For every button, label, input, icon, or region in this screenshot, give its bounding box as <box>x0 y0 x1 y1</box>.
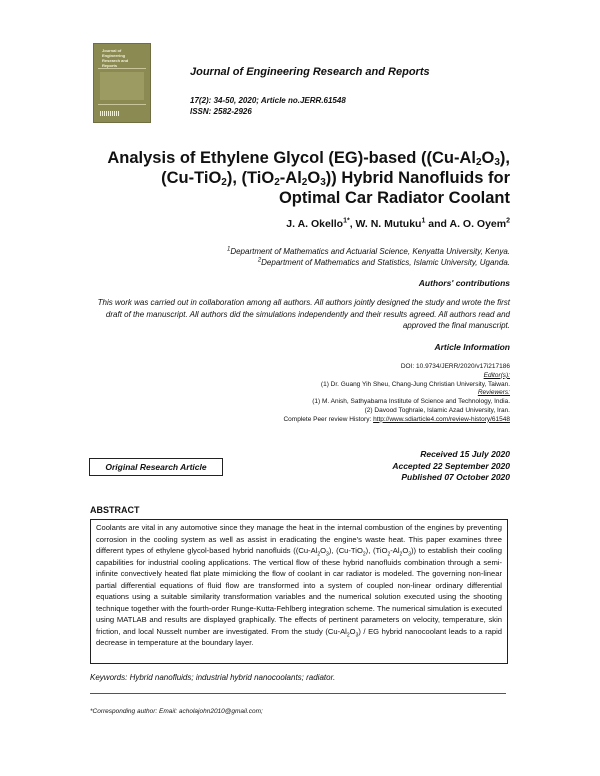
reviewer-1: (1) M. Anish, Sathyabama Institute of Science and Technology, India. <box>312 398 510 406</box>
date-accepted: Accepted 22 September 2020 <box>392 460 510 471</box>
journal-cover-thumbnail <box>93 43 151 123</box>
doi: DOI: 10.9734/JERR/2020/v17i217186 <box>400 363 510 370</box>
reviewers-label: Reviewers: <box>477 389 510 397</box>
footnote-divider <box>90 693 506 694</box>
author-list: J. A. Okello$^{1*}$, W. N. Mutuku$^1$ and A. O. Oyem$^2$ <box>286 217 510 230</box>
date-received: Received 15 July 2020 <box>420 449 510 459</box>
article-info-heading: Article Information <box>434 342 510 352</box>
paper-title <box>70 148 510 208</box>
issn: ISSN: 2582-2926 <box>190 107 252 116</box>
cover-rule <box>98 68 146 69</box>
abstract-text: Coolants are vital in any automotive since they manage the heat in the internal combustion of the engines by preventing corrosion in the cooling system as well as assist in eradicating the engine's waste heat. This paper examines three different types of ethylene glycol-based hybrid nanofluids ($(Cu-Al_2O_3)$, (Cu-TiO$_2$), $(TiO_2-Al_2O_3)$) to establish their cooling capabilities for industrial cooling applications. The vertical flow of these hybrid nanofluids combination through a semi-infinite convectively heated flat plate mimicking the flow of coolant in car radiator is modeled. The governing non-linear partial differential equations of fluid flow are transformed into a system of coupled non-linear ordinary differential equations using a suitable similarity transformation variables and the numerical solution executed using the shooting technique together with the fourth-order Runge-Kutta-Fehlberg integration scheme. The numerical simulation is executed using MATLAB and results are displayed graphically. The effects of pertinent parameters on velocity, temperature, skin friction, and local Nusselt number are investigated. From the study $(Cu-Al_2O_3)$ / EG hybrid nanocoolant leads to a rapid decrease in temperature at the boundary layer. <box>96 523 503 647</box>
review-history: Complete Peer review History: http://www.sdiarticle4.com/review-history/61548 <box>283 415 510 423</box>
affiliations <box>227 246 510 268</box>
cover-panel <box>100 72 144 100</box>
title-line-3: Optimal Car Radiator Coolant <box>278 189 510 207</box>
corresponding-author: *Corresponding author: Email: acholajohn2010@gmail.com; <box>90 708 263 715</box>
issue-citation: 17(2): 34-50, 2020; Article no.JERR.61548 <box>190 96 346 105</box>
affiliation-1: $^1$Department of Mathematics and Actuarial Science, Kenyatta University, Kenya. <box>226 246 510 256</box>
publication-dates <box>392 449 510 484</box>
title-line-2: (Cu-TiO$_2$), $(TiO_2-Al_2O_3)$) Hybrid Nanofluids for <box>161 169 510 188</box>
contributions-heading: Authors' contributions <box>418 278 510 288</box>
cover-barcode-icon <box>100 111 120 116</box>
contributions-text: This work was carried out in collaboration among all authors. All authors jointly designed the study and wrote the first draft of the manuscript. All authors did the simulations independently and their results agreed. All authors read and approved the final manuscript. <box>97 298 510 330</box>
issue-info <box>190 95 346 117</box>
journal-name: Journal of Engineering Research and Reports <box>190 66 430 78</box>
review-history-link[interactable]: http://www.sdiarticle4.com/review-history/61548 <box>373 415 510 423</box>
cover-title: Journal of Engineering Research and Reports <box>102 48 129 68</box>
article-type-badge: Original Research Article <box>89 458 223 476</box>
affiliation-2: $^2$Department of Mathematics and Statistics, Islamic University, Uganda. <box>257 257 510 267</box>
title-line-1: Analysis of Ethylene Glycol (EG)-based ($(Cu-Al_2O_3)$, <box>107 149 510 168</box>
cover-rule <box>98 104 146 105</box>
editors-label: Editor(s): <box>483 371 510 379</box>
reviewer-2: (2) Davood Toghraie, Islamic Azad University, Iran. <box>364 406 510 414</box>
editor-1: (1) Dr. Guang Yih Sheu, Chang-Jung Christian University, Taiwan. <box>320 380 510 388</box>
abstract-heading: ABSTRACT <box>90 505 140 515</box>
keywords: Keywords: Hybrid nanofluids; industrial hybrid nanocoolants; radiator. <box>90 673 336 682</box>
article-information <box>190 363 510 425</box>
date-published: Published 07 October 2020 <box>401 472 510 482</box>
